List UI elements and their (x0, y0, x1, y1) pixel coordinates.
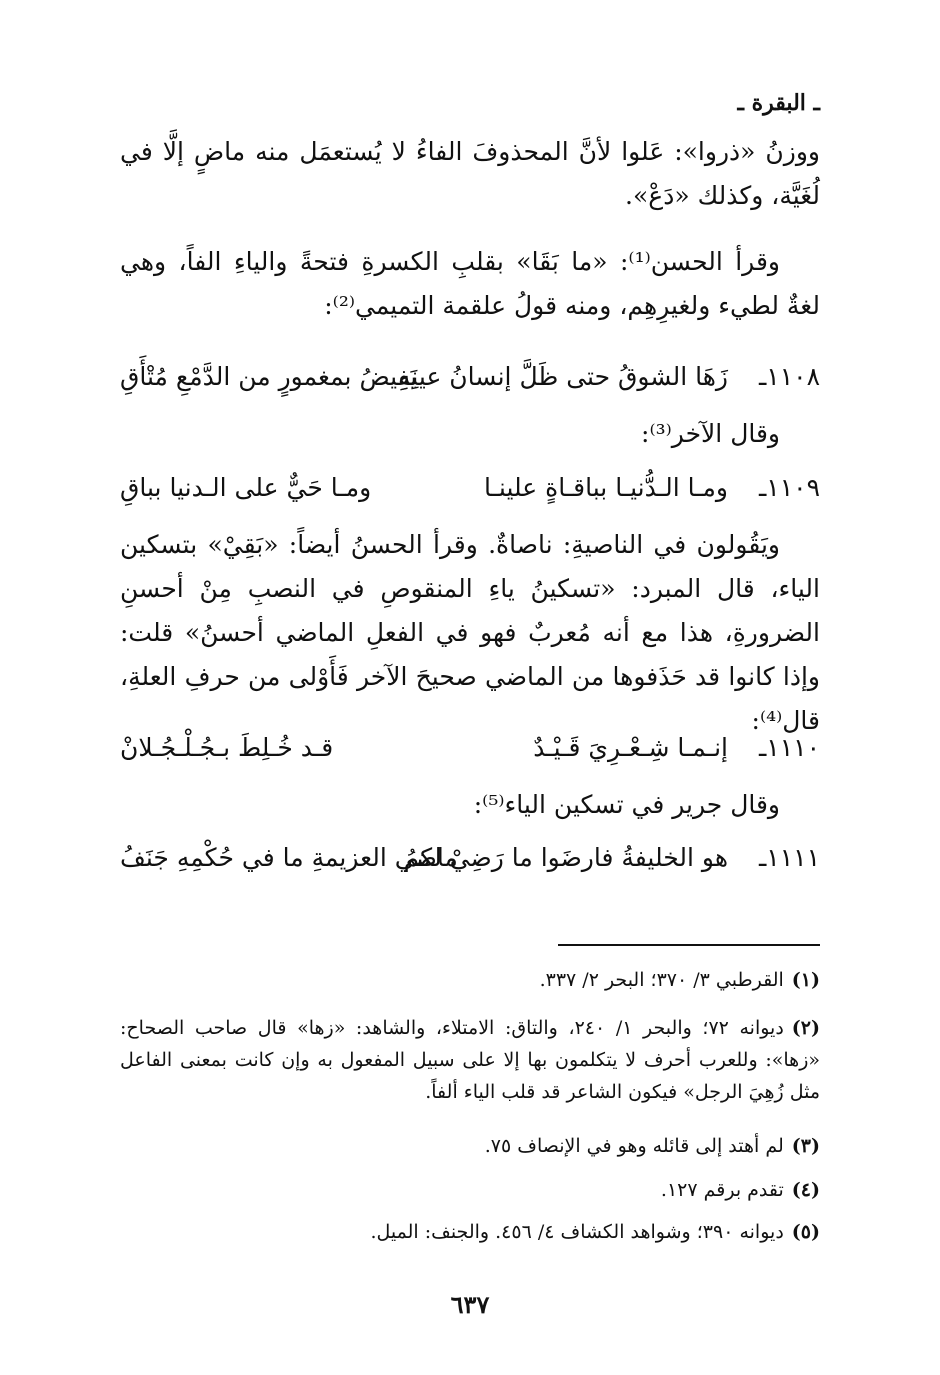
footnote-1 (120, 964, 820, 996)
verse-second-hemistich: قـد خُـلِطَ بـجُـلْـجُـلانْ (120, 733, 334, 762)
paragraph-dharu: ووزنُ «ذروا»: عَلوا لأنَّ المحذوفَ الفاءُ لا يُستعمَل منه ماضٍ إلَّا في لُغَيَّة، وكذلك «دَعْ». (120, 137, 820, 210)
footnote-text: ديوانه ٧٢؛ والبحر ١/ ٢٤٠، والتاق: الامتلاء، والشاهد: «زها» قال صاحب الصحاح: «زها»: وللعرب أحرف لا يتكلمون بها إلا على سبيل المفعول به وإن كانت بمعنى الفاعل مثل زُهِيَ الرجل» فيكون الشاعر قد قلب الياء ألفاً. (120, 1017, 820, 1103)
footnote-text: ديوانه ٣٩٠؛ وشواهد الكشاف ٤/ ٤٥٦. والجنف: الميل. (370, 1221, 784, 1243)
verse-1111 (120, 836, 820, 880)
footnote-text: تقدم برقم ١٢٧. (660, 1179, 784, 1201)
verse-second-hemistich: ومـا حَيٌّ على الـدنيا بباقِ (120, 473, 372, 502)
verse-number: ١١٠٨ـ (758, 362, 820, 391)
footnote-text: لم أهتد إلى قائله وهو في الإنصاف ٧٥. (484, 1135, 784, 1157)
verse-number: ١١١٠ـ (758, 733, 820, 762)
paragraph-other-said: وقال الآخر⁽³⁾: (641, 419, 780, 448)
footnote-2 (120, 1012, 820, 1108)
footnote-4 (120, 1174, 820, 1206)
paragraph-mubarrad: ويَقُولون في الناصيةِ: ناصاةٌ. وقرأ الحسنُ أيضاً: «بَقِيْ» بتسكين الياء، قال المبرد: «تسكينُ ياءِ المنقوصِ في النصبِ مِنْ أحسنِ الضرورةِ، هذا مع أنه مُعربٌ فهو في الفعلِ الماضي أحسنُ» قلت: وإذا كانوا قد حَذَفوها من الماضي صحيحَ الآخر فَأَوْلى من حرفِ العلةِ، قال⁽⁴⁾: (120, 530, 820, 735)
verse-first-hemistich: ومـا الـدُّنيـا بباقـاةٍ علينـا (483, 473, 728, 502)
verse-first-hemistich: إنـمـا شِـعْـرِيَ قَـيْـدٌ (533, 733, 728, 762)
footnote-divider (558, 944, 820, 946)
footnote-number: (١) (791, 969, 820, 991)
verse-second-hemistich: ماضي العزيمةِ ما في حُكْمِهِ جَنَفُ (120, 843, 458, 872)
book-page (110, 0, 820, 1375)
footnote-number: (٣) (791, 1135, 820, 1157)
verse-1110 (120, 726, 820, 770)
running-header: ـ البقرة ـ (737, 90, 820, 116)
footnote-text: القرطبي ٣/ ٣٧٠؛ البحر ٢/ ٣٣٧. (539, 969, 784, 991)
footnote-number: (٤) (791, 1179, 820, 1201)
verse-first-hemistich: هو الخليفةُ فارضَوا ما رَضِيْ لكمُ (403, 843, 728, 872)
verse-number: ١١١١ـ (758, 843, 820, 872)
verse-1108 (120, 355, 820, 399)
verse-second-hemistich: يَفِيضُ بمغمورٍ من الدَّمْعِ مُتْأَقِ (120, 362, 418, 391)
footnote-5 (120, 1216, 820, 1248)
footnote-number: (٥) (791, 1221, 820, 1243)
footnote-number: (٢) (791, 1017, 821, 1039)
verse-1109 (120, 466, 820, 510)
verse-number: ١١٠٩ـ (758, 473, 820, 502)
page-number: ٦٣٧ (450, 1290, 490, 1319)
paragraph-jarir: وقال جرير في تسكين الياء⁽⁵⁾: (473, 790, 780, 819)
paragraph-hasan-reading: وقرأ الحسن⁽¹⁾: «ما بَقَا» بقلبِ الكسرةِ فتحةً والياءِ الفاً، وهي لغةٌ لطيء ولغيرِهِم، ومنه قولُ علقمة التميمي⁽²⁾: (120, 247, 820, 320)
footnote-3 (120, 1130, 820, 1162)
verse-first-hemistich: زَهَا الشوقُ حتى ظَلَّ إنسانُ عينِهِ (397, 362, 728, 391)
